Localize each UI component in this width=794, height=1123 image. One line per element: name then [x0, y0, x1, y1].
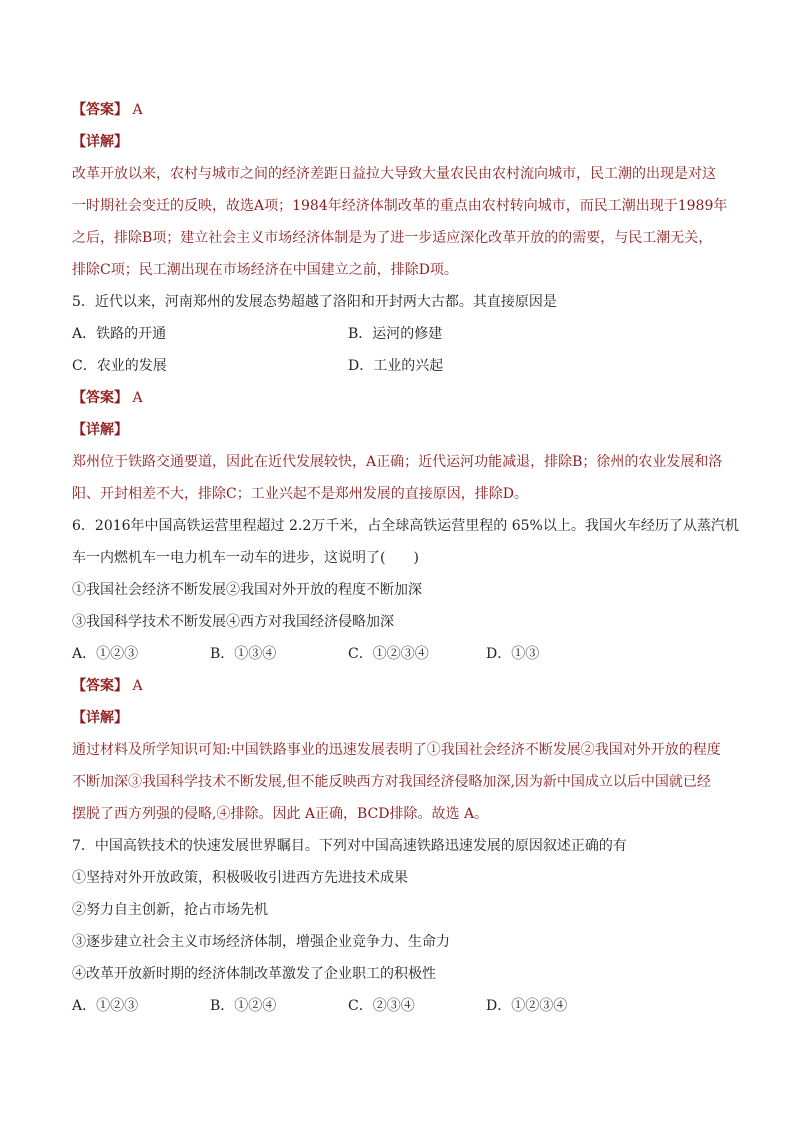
answer-value: A — [132, 102, 143, 118]
statement-line: ③我国科学技术不断发展④西方对我国经济侵略加深 — [72, 614, 394, 630]
explanation-line: 排除C项；民工潮出现在市场经济在中国建立之前，排除D项。 — [72, 262, 458, 278]
option-b: B．①③④ — [210, 646, 277, 662]
detail-label: 【详解】 — [72, 710, 128, 726]
option-b: B．运河的修建 — [348, 326, 443, 342]
answer-label: 【答案】 — [72, 390, 128, 406]
option-d: D．①②③④ — [486, 998, 568, 1014]
question-stem: 7．中国高铁技术的快速发展世界瞩目。下列对中国高速铁路迅速发展的原因叙述正确的有 — [72, 838, 627, 854]
question-stem: 6．2016年中国高铁运营里程超过 2.2万千米，占全球高铁运营里程的 65%以上。我国火车经历了从蒸汽机 — [72, 518, 739, 534]
answer-value: A — [132, 390, 143, 406]
option-c: C．①②③④ — [348, 646, 429, 662]
detail-label: 【详解】 — [72, 422, 128, 438]
explanation-line: 摆脱了西方列强的侵略,④排除。因此 A正确，BCD排除。故选 A。 — [72, 806, 489, 822]
option-a: A．①②③ — [72, 998, 139, 1014]
explanation-line: 阳、开封相差不大，排除C；工业兴起不是郑州发展的直接原因，排除D。 — [72, 486, 528, 502]
option-d: D．①③ — [486, 646, 540, 662]
answer-value: A — [132, 678, 143, 694]
answer-label: 【答案】 — [72, 102, 128, 118]
explanation-line: 郑州位于铁路交通要道，因此在近代发展较快，A正确；近代运河功能减退，排除B；徐州的农业发展和洛 — [72, 454, 723, 470]
answer-line — [72, 100, 143, 120]
explanation-line: 通过材料及所学知识可知:中国铁路事业的迅速发展表明了①我国社会经济不断发展②我国对外开放的程度 — [72, 742, 721, 758]
question-stem: 车一内燃机车一电力机车一动车的进步，这说明了( ) — [72, 550, 419, 566]
explanation-line: 之后，排除B项；建立社会主义市场经济体制是为了进一步适应深化改革开放的的需要，与民工潮无关， — [72, 230, 713, 246]
statement-line: ①我国社会经济不断发展②我国对外开放的程度不断加深 — [72, 582, 422, 598]
question-stem: 5．近代以来，河南郑州的发展态势超越了洛阳和开封两大古都。其直接原因是 — [72, 294, 557, 310]
option-a: A．①②③ — [72, 646, 139, 662]
statement-line: ②努力自主创新，抢占市场先机 — [72, 902, 268, 918]
statement-line: ③逐步建立社会主义市场经济体制，增强企业竞争力、生命力 — [72, 934, 450, 950]
statement-line: ④改革开放新时期的经济体制改革激发了企业职工的积极性 — [72, 966, 436, 982]
option-a: A．铁路的开通 — [72, 326, 167, 342]
explanation-line: 一时期社会变迁的反映，故选A项；1984年经济体制改革的重点由农村转向城市，而民工潮出现于1989年 — [72, 198, 728, 214]
option-c: C．②③④ — [348, 998, 415, 1014]
answer-line — [72, 388, 143, 408]
detail-label: 【详解】 — [72, 134, 128, 150]
answer-line — [72, 676, 143, 696]
option-c: C．农业的发展 — [72, 358, 167, 374]
option-b: B．①②④ — [210, 998, 277, 1014]
option-d: D．工业的兴起 — [348, 358, 444, 374]
explanation-line: 不断加深③我国科学技术不断发展,但不能反映西方对我国经济侵略加深,因为新中国成立以后中国就已经 — [72, 774, 711, 790]
explanation-line: 改革开放以来，农村与城市之间的经济差距日益拉大导致大量农民由农村流向城市，民工潮的出现是对这 — [72, 166, 716, 182]
answer-label: 【答案】 — [72, 678, 128, 694]
statement-line: ①坚持对外开放政策，积极吸收引进西方先进技术成果 — [72, 870, 408, 886]
